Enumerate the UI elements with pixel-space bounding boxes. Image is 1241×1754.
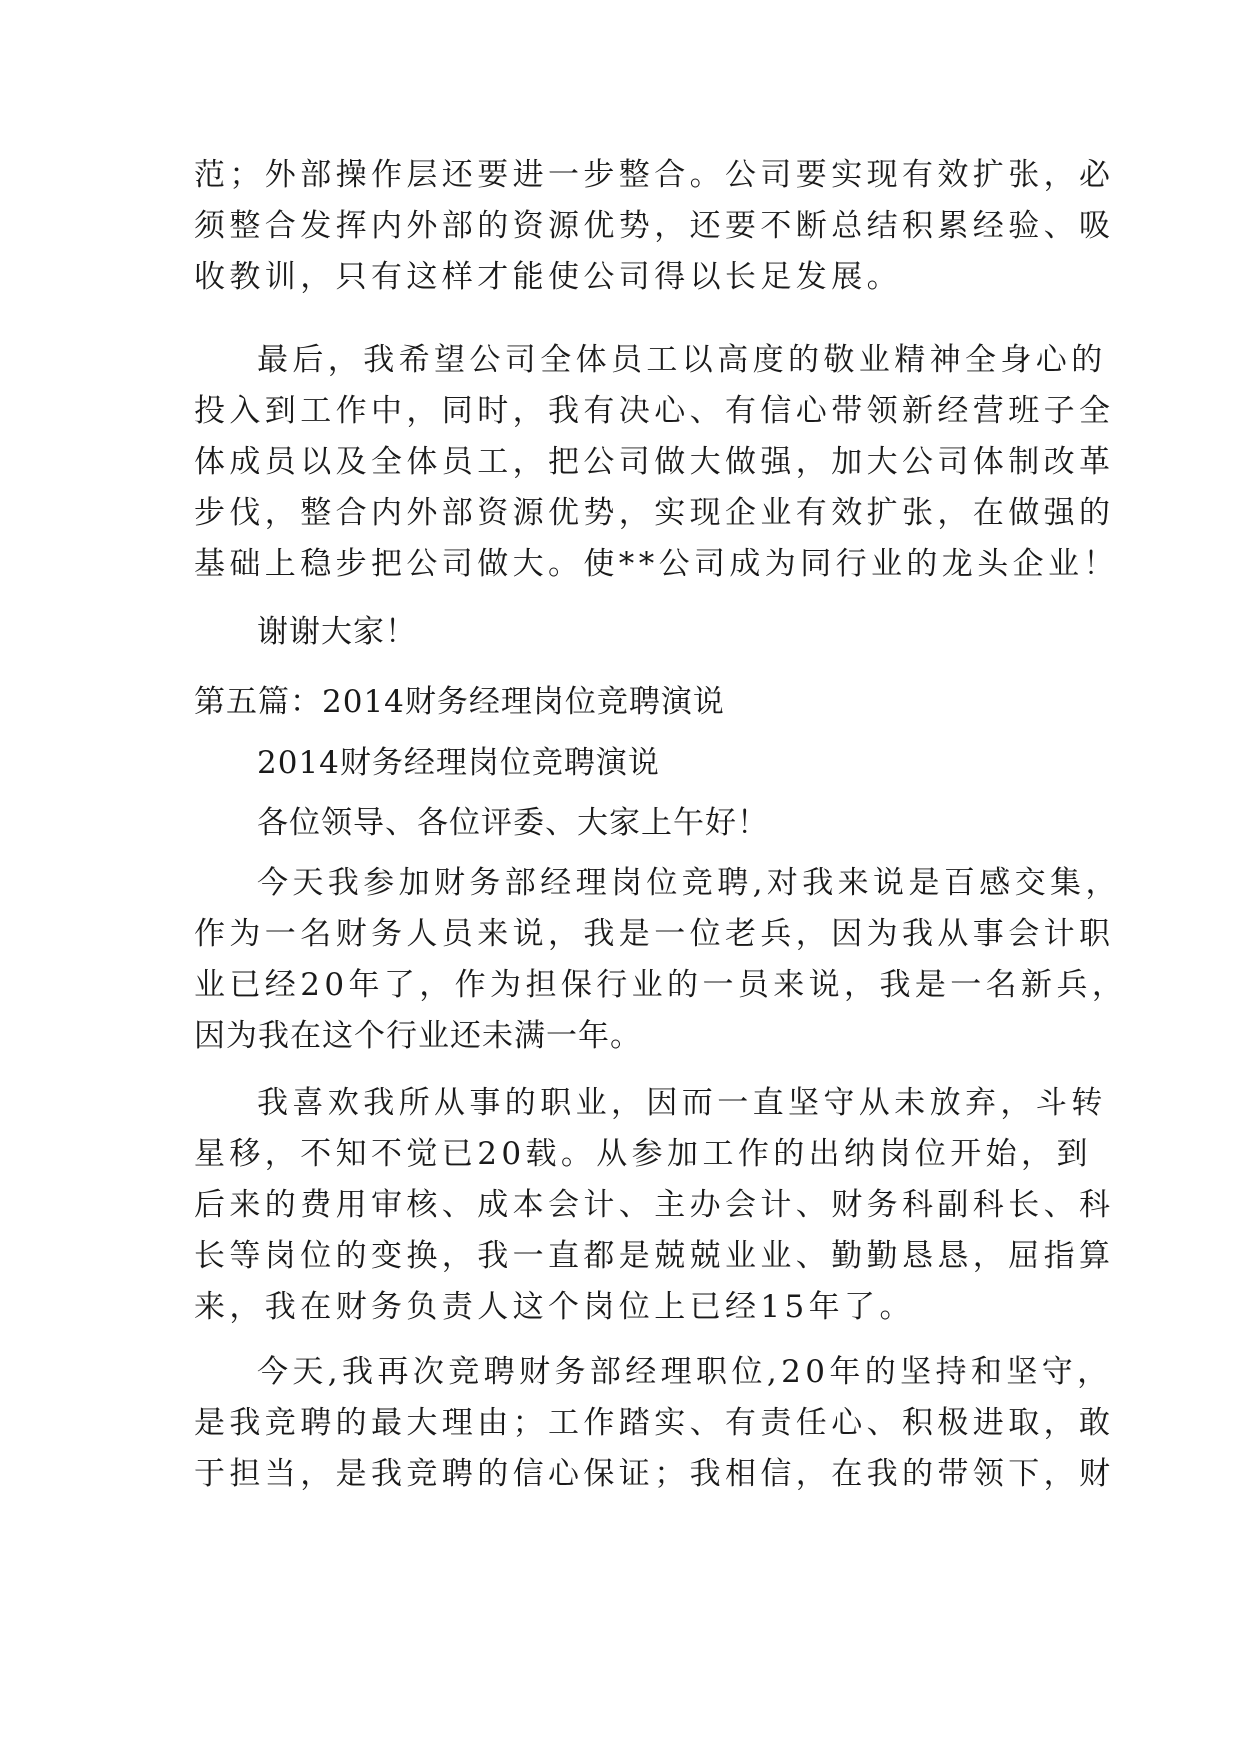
paragraph-line: 后来的费用审核、成本会计、主办会计、财务科副科长、科 — [194, 1187, 1115, 1223]
paragraph-line: 长等岗位的变换，我一直都是兢兢业业、勤勤恳恳，屈指算 — [194, 1238, 1115, 1274]
paragraph-line: 体成员以及全体员工，把公司做大做强，加大公司体制改革 — [194, 444, 1115, 480]
section-heading: 第五篇：2014财务经理岗位竞聘演说 — [194, 684, 725, 720]
speech-title: 2014财务经理岗位竞聘演说 — [257, 745, 660, 781]
paragraph-line: 作为一名财务人员来说，我是一位老兵，因为我从事会计职 — [194, 916, 1115, 952]
paragraph-line: 须整合发挥内外部的资源优势，还要不断总结积累经验、吸 — [194, 208, 1115, 244]
paragraph-line: 步伐，整合内外部资源优势，实现企业有效扩张，在做强的 — [194, 495, 1115, 531]
paragraph-line: 范；外部操作层还要进一步整合。公司要实现有效扩张，必 — [194, 157, 1115, 193]
paragraph-line: 今天,我再次竞聘财务部经理职位,20年的坚持和坚守， — [257, 1354, 1113, 1390]
paragraph-line: 谢谢大家！ — [257, 614, 417, 650]
paragraph-line: 投入到工作中，同时，我有决心、有信心带领新经营班子全 — [194, 393, 1115, 429]
paragraph-line: 今天我参加财务部经理岗位竞聘,对我来说是百感交集， — [257, 865, 1121, 901]
paragraph-line: 收教训，只有这样才能使公司得以长足发展。 — [194, 259, 902, 295]
paragraph-line: 星移，不知不觉已20载。从参加工作的出纳岗位开始，到 — [194, 1136, 1092, 1172]
paragraph-line: 因为我在这个行业还未满一年。 — [194, 1018, 642, 1054]
paragraph-line: 最后，我希望公司全体员工以高度的敬业精神全身心的 — [257, 342, 1107, 378]
paragraph-line: 基础上稳步把公司做大。使**公司成为同行业的龙头企业！ — [194, 546, 1119, 582]
greeting-line: 各位领导、各位评委、大家上午好！ — [257, 805, 769, 841]
paragraph-line: 业已经20年了，作为担保行业的一员来说，我是一名新兵， — [194, 967, 1128, 1003]
paragraph-line: 于担当，是我竞聘的信心保证；我相信，在我的带领下，财 — [194, 1456, 1115, 1492]
paragraph-line: 我喜欢我所从事的职业，因而一直坚守从未放弃，斗转 — [257, 1085, 1107, 1121]
paragraph-line: 是我竞聘的最大理由；工作踏实、有责任心、积极进取，敢 — [194, 1405, 1115, 1441]
paragraph-line: 来，我在财务负责人这个岗位上已经15年了。 — [194, 1289, 915, 1325]
